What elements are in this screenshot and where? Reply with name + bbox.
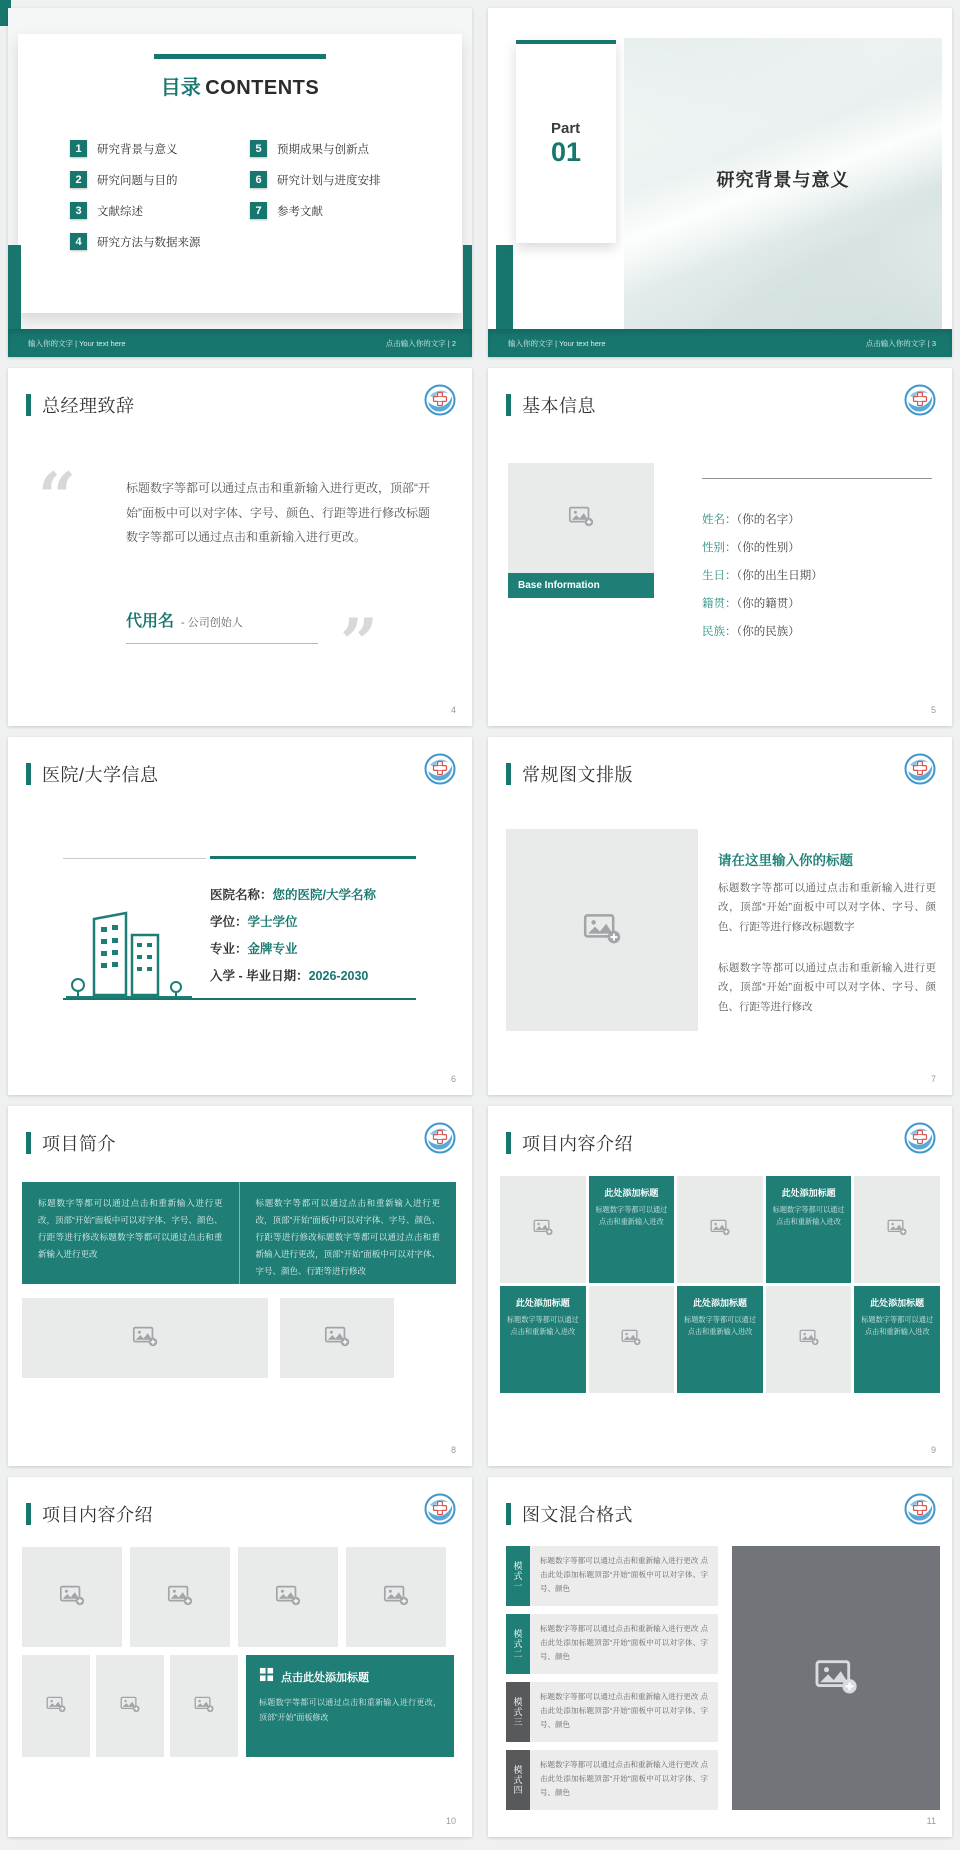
title-accent-bar [26, 394, 31, 416]
title-accent-bar [506, 394, 511, 416]
toc-item-label: 文献综述 [97, 205, 143, 218]
caption-box-text: 标题数字等都可以通过点击和重新输入进行更改，顶部“开始”面板修改 [259, 1698, 441, 1723]
page-number: 9 [930, 1445, 936, 1455]
toc-item-label: 研究计划与进度安排 [277, 174, 381, 187]
caption-box-title: 点击此处添加标题 [281, 1672, 369, 1684]
tile-title: 此处添加标题 [692, 1298, 747, 1308]
slide-title: 项目内容介绍 [42, 1505, 153, 1525]
field-label: 专业： [210, 942, 248, 956]
image-placeholder [500, 1176, 586, 1283]
page-number: 11 [926, 1816, 936, 1826]
slide-title: 总经理致辞 [42, 396, 135, 416]
quote-text: 标题数字等都可以通过点击和重新输入进行更改，顶部“开始”面板中可以对字体、字号、颜色、行距等进行修改标题数字等都可以通过点击和重新输入进行更改。 [126, 481, 430, 545]
mode-row [506, 1682, 718, 1742]
toc-item [70, 233, 250, 250]
toc-number-badge: 5 [250, 140, 267, 157]
image-placeholder [506, 829, 698, 1031]
mode-tab: 模式二 [506, 1614, 530, 1674]
hospital-logo-icon [424, 753, 456, 785]
divider-line [63, 858, 206, 859]
education-info-row [210, 912, 376, 930]
slide-hospital-university-info[interactable] [8, 737, 472, 1095]
toc-item [70, 202, 250, 219]
grid-icon [259, 1667, 274, 1687]
image-placeholder-icon [119, 1693, 141, 1720]
toc-item [70, 171, 250, 188]
education-info-row [210, 885, 376, 903]
page-number: 4 [450, 705, 456, 715]
tile-title: 此处添加标题 [515, 1298, 570, 1308]
teal-divider-line [210, 856, 416, 859]
title-accent-bar [26, 1132, 31, 1154]
info-field [702, 511, 823, 527]
checkerboard-grid [500, 1176, 940, 1393]
tile-text: 标题数字等都可以通过点击和重新输入进改 [772, 1205, 845, 1226]
image-placeholder-icon [567, 502, 595, 535]
close-quote-icon: ” [340, 604, 378, 682]
portrait-image-placeholder [508, 463, 654, 573]
mode-text: 标题数字等都可以通过点击和重新输入进行更改 点击此处添加标题顶部“开始”面板中可以对字体、字号、颜色 [530, 1682, 718, 1742]
field-label: 民族： [702, 626, 737, 638]
panel-text-right: 标题数字等都可以通过点击和重新输入进行更改，顶部“开始”面板中可以对字体、字号、颜色、行距等进行修改标题数字等都可以通过点击和重新输入进行更改，顶部“开始”面板中可以对字体、字号、颜色、行距等进行修改 [255, 1198, 440, 1276]
image-placeholder [766, 1286, 852, 1393]
image-placeholder [589, 1286, 675, 1393]
caption-tile [589, 1176, 675, 1283]
image-placeholder-icon [193, 1693, 215, 1720]
slide-header [506, 1501, 892, 1527]
part-number-card [516, 40, 616, 243]
open-quote-icon: “ [38, 458, 76, 536]
slide-thumbnails-grid [8, 8, 952, 1837]
image-placeholder-icon [274, 1581, 302, 1614]
section-title: 研究背景与意义 [716, 170, 850, 190]
part-number: 01 [550, 136, 582, 167]
mode-row [506, 1614, 718, 1674]
hospital-logo-icon [424, 1122, 456, 1154]
education-info-list [210, 885, 376, 993]
field-label: 医院名称： [210, 888, 273, 902]
image-placeholder-icon [382, 1581, 410, 1614]
page-number: 8 [450, 1445, 456, 1455]
image-placeholder-icon [45, 1693, 67, 1720]
gallery-row-top [22, 1547, 446, 1647]
toc-number-badge: 7 [250, 202, 267, 219]
image-placeholder-icon [581, 907, 623, 954]
slide-title: 常规图文排版 [522, 765, 633, 785]
panel-text-left: 标题数字等都可以通过点击和重新输入进行更改，顶部“开始”面板中可以对字体、字号、颜色、行距等进行修改标题数字等都可以通过点击和重新输入进行更改 [22, 1182, 240, 1284]
page-number: 7 [930, 1074, 936, 1084]
footer-right-text: 点击输入你的文字 | 2 [385, 338, 456, 348]
slide-header [506, 761, 892, 787]
slide-project-content-checkerboard[interactable] [488, 1106, 952, 1466]
image-placeholder-icon [822, 1662, 850, 1695]
info-field [702, 623, 823, 639]
slide-mixed-format[interactable] [488, 1477, 952, 1837]
image-placeholder [22, 1655, 90, 1757]
caption-box-header [259, 1667, 441, 1687]
large-image-placeholder [732, 1546, 940, 1810]
field-value: （你的籍贯） [736, 598, 800, 610]
mode-tab: 模式一 [506, 1546, 530, 1606]
page-number: 5 [930, 705, 936, 715]
slide-title: 医院/大学信息 [42, 765, 159, 785]
toc-number-badge: 2 [70, 171, 87, 188]
building-icon [64, 905, 194, 1010]
field-value: （你的名字） [736, 514, 800, 526]
teal-caption-box [246, 1655, 454, 1757]
education-info-row [210, 966, 376, 984]
teal-divider-line [63, 998, 416, 1000]
caption-tile [766, 1176, 852, 1283]
page-number: 6 [450, 1074, 456, 1084]
image-placeholder-icon [620, 1326, 642, 1353]
image-placeholder [130, 1547, 230, 1647]
slide-footer [488, 329, 952, 357]
field-value: 学士学位 [247, 915, 298, 929]
base-information-band: Base Information [508, 573, 654, 598]
toc-number-badge: 1 [70, 140, 87, 157]
toc-number-badge: 3 [70, 202, 87, 219]
hospital-logo-icon [424, 1493, 456, 1525]
mode-tab: 模式三 [506, 1682, 530, 1742]
slide-project-intro[interactable] [8, 1106, 472, 1466]
slide-basic-info[interactable] [488, 368, 952, 726]
slide-header [26, 392, 412, 418]
toc-item-label: 预期成果与创新点 [277, 143, 369, 156]
toc-title-en: CONTENTS [205, 77, 320, 99]
image-placeholder [96, 1655, 164, 1757]
teal-edge-block [463, 245, 472, 329]
image-placeholder [346, 1547, 446, 1647]
slide-header [506, 392, 892, 418]
info-field [702, 539, 823, 555]
mode-text: 标题数字等都可以通过点击和重新输入进行更改 点击此处添加标题顶部“开始”面板中可以对字体、字号、颜色 [530, 1546, 718, 1606]
toc-item [250, 202, 430, 219]
toc-item-label: 研究问题与目的 [97, 174, 178, 187]
slide-part-01[interactable] [488, 8, 952, 357]
accent-bar [154, 54, 326, 59]
field-label: 学位： [210, 915, 248, 929]
info-field [702, 567, 823, 583]
image-placeholder-icon [131, 1322, 159, 1355]
image-placeholder-icon [798, 1326, 820, 1353]
tile-title: 此处添加标题 [604, 1188, 659, 1198]
slide-header [26, 761, 412, 787]
toc-column-left [70, 140, 250, 264]
quoted-person-role: - 公司创始人 [181, 617, 243, 629]
gallery-row-bottom [22, 1655, 238, 1757]
tile-text: 标题数字等都可以通过点击和重新输入进改 [595, 1205, 668, 1226]
content-heading: 请在这里输入你的标题 [718, 853, 853, 868]
slide-header [26, 1130, 412, 1156]
toc-card [18, 34, 462, 313]
mode-text: 标题数字等都可以通过点击和重新输入进行更改 点击此处添加标题顶部“开始”面板中可以对字体、字号、颜色 [530, 1614, 718, 1674]
hospital-logo-icon [904, 753, 936, 785]
body-paragraph: 标题数字等都可以通过点击和重新输入进行更改，顶部“开始”面板中可以对字体、字号、颜色、行距等进行修改 [718, 962, 936, 1013]
toc-title [18, 54, 462, 100]
field-label: 性别： [702, 542, 737, 554]
image-placeholder [677, 1176, 763, 1283]
image-placeholder [280, 1298, 394, 1378]
title-accent-bar [506, 763, 511, 785]
image-placeholder-icon [58, 1581, 86, 1614]
toc-item-label: 研究方法与数据来源 [97, 236, 201, 249]
field-value: （你的性别） [736, 542, 800, 554]
tile-title: 此处添加标题 [781, 1188, 836, 1198]
field-label: 入学 - 毕业日期： [210, 969, 309, 983]
info-field-list [702, 511, 823, 651]
slide-header [26, 1501, 412, 1527]
field-value: 您的医院/大学名称 [272, 888, 376, 902]
page-number: 10 [445, 1816, 456, 1826]
image-placeholder [238, 1547, 338, 1647]
body-paragraph: 标题数字等都可以通过点击和重新输入进行更改，顶部“开始”面板中可以对字体、字号、颜色、行距等进行修改标题数字 [718, 882, 936, 933]
toc-number-badge: 6 [250, 171, 267, 188]
image-placeholder-icon [166, 1581, 194, 1614]
slide-footer [8, 329, 472, 357]
caption-tile [677, 1286, 763, 1393]
tile-text: 标题数字等都可以通过点击和重新输入进改 [506, 1315, 579, 1336]
toc-item [250, 171, 430, 188]
title-accent-bar [26, 763, 31, 785]
image-placeholder [22, 1298, 268, 1378]
field-value: 金牌专业 [247, 942, 298, 956]
caption-tile [500, 1286, 586, 1393]
slide-project-content-gallery[interactable] [8, 1477, 472, 1837]
image-placeholder [170, 1655, 238, 1757]
tile-text: 标题数字等都可以通过点击和重新输入进改 [861, 1315, 934, 1336]
mode-tab: 模式四 [506, 1750, 530, 1810]
field-label: 籍贯： [702, 598, 737, 610]
toc-item [70, 140, 250, 157]
hospital-logo-icon [904, 1122, 936, 1154]
slide-title: 基本信息 [522, 396, 596, 416]
slide-title: 项目内容介绍 [522, 1134, 633, 1154]
footer-right-text: 点击输入你的文字 | 3 [865, 338, 936, 348]
field-label: 姓名： [702, 514, 737, 526]
hospital-logo-icon [904, 384, 936, 416]
toc-column-right [250, 140, 430, 264]
footer-left-text: 输入你的文字 | Your text here [508, 338, 606, 348]
footer-left-text: 输入你的文字 | Your text here [28, 338, 126, 348]
mode-row [506, 1546, 718, 1606]
education-info-row [210, 939, 376, 957]
teal-edge-block [496, 245, 513, 329]
image-placeholder-icon [323, 1322, 351, 1355]
section-cover-image [624, 38, 942, 329]
slide-text-image-layout[interactable] [488, 737, 952, 1095]
toc-item [250, 140, 430, 157]
part-label: Part [550, 119, 581, 137]
image-placeholder-icon [532, 1216, 554, 1243]
field-value: （你的民族） [736, 626, 800, 638]
tile-title: 此处添加标题 [870, 1298, 925, 1308]
slide-header [506, 1130, 892, 1156]
title-accent-bar [26, 1503, 31, 1525]
caption-tile [854, 1286, 940, 1393]
hospital-logo-icon [424, 384, 456, 416]
image-placeholder-icon [886, 1216, 908, 1243]
slide-title: 项目简介 [42, 1134, 116, 1154]
info-field [702, 595, 823, 611]
toc-number-badge: 4 [70, 233, 87, 250]
title-accent-bar [506, 1132, 511, 1154]
teal-edge-block [8, 245, 21, 329]
image-placeholder-icon [709, 1216, 731, 1243]
field-label: 生日： [702, 570, 737, 582]
toc-item-label: 研究背景与意义 [97, 143, 178, 156]
toc-list [70, 140, 462, 264]
quoted-person-name: 代用名 [126, 613, 175, 630]
slide-toc[interactable] [8, 8, 472, 357]
image-placeholder [22, 1547, 122, 1647]
field-value: （你的出生日期） [736, 570, 823, 582]
field-value: 2026-2030 [308, 969, 369, 983]
hospital-logo-icon [904, 1493, 936, 1525]
quote-attribution [126, 608, 318, 644]
teal-text-panel [22, 1182, 456, 1284]
title-accent-bar [506, 1503, 511, 1525]
mode-list [506, 1546, 718, 1818]
toc-title-zh: 目录 [160, 77, 201, 99]
toc-item-label: 参考文献 [277, 205, 323, 218]
slide-title: 图文混合格式 [522, 1505, 633, 1525]
image-placeholder [854, 1176, 940, 1283]
mode-row [506, 1750, 718, 1810]
divider-line [702, 478, 932, 479]
mode-text: 标题数字等都可以通过点击和重新输入进行更改 点击此处添加标题顶部“开始”面板中可以对字体、字号、颜色 [530, 1750, 718, 1810]
tile-text: 标题数字等都可以通过点击和重新输入进改 [684, 1315, 756, 1336]
slide-ceo-message[interactable] [8, 368, 472, 726]
